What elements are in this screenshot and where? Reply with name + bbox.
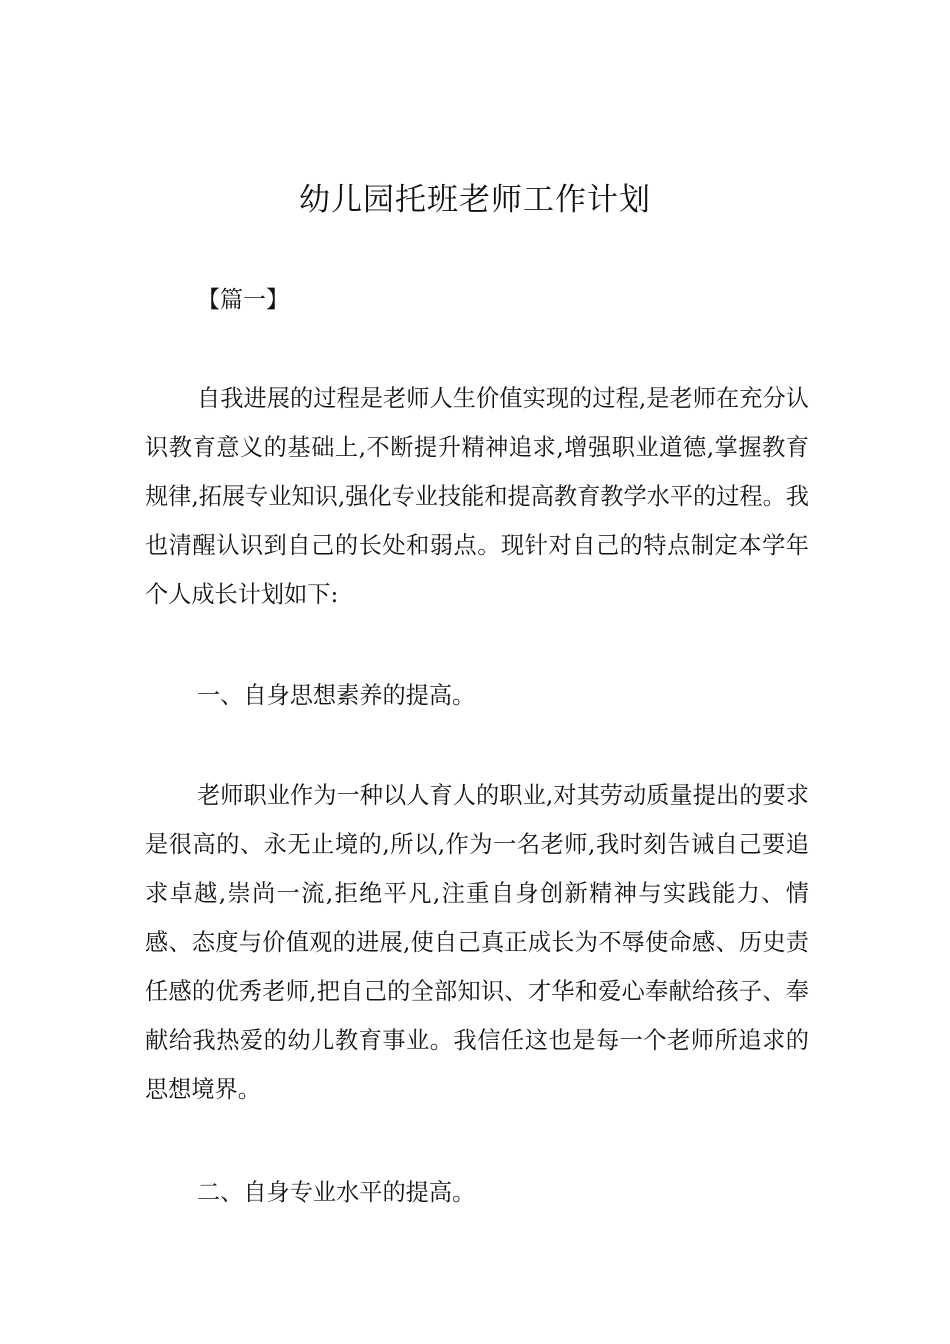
document-title: 幼儿园托班老师工作计划 [299,182,651,218]
section-tag: 【篇一】 [197,287,289,313]
paragraph-thought-quality: 老师职业作为一种以人育人的职业,对其劳动质量提出的要求是很高的、永无止境的,所以,作为一名老师,我时刻告诫自己要追求卓越,崇尚一流,拒绝平凡,注重自身创新精神与实践能力、情感、态度与价值观的进展,使自己真正成长为不辱使命感、历史责任感的优秀老师,把自己的全部知识、才华和爱心奉献给孩子、奉献给我热爱的幼儿教育事业。我信任这也是每一个老师所追求的思想境界。 [145,782,809,1103]
paragraph-intro: 自我进展的过程是老师人生价值实现的过程,是老师在充分认识教育意义的基础上,不断提升精神追求,增强职业道德,掌握教育规律,拓展专业知识,强化专业技能和提高教育教学水平的过程。我也清醒认识到自己的长处和弱点。现针对自己的特点制定本学年个人成长计划如下: [145,385,809,608]
heading-thought-quality: 一、自身思想素养的提高。 [197,682,476,709]
heading-professional-level: 二、自身专业水平的提高。 [197,1179,476,1206]
